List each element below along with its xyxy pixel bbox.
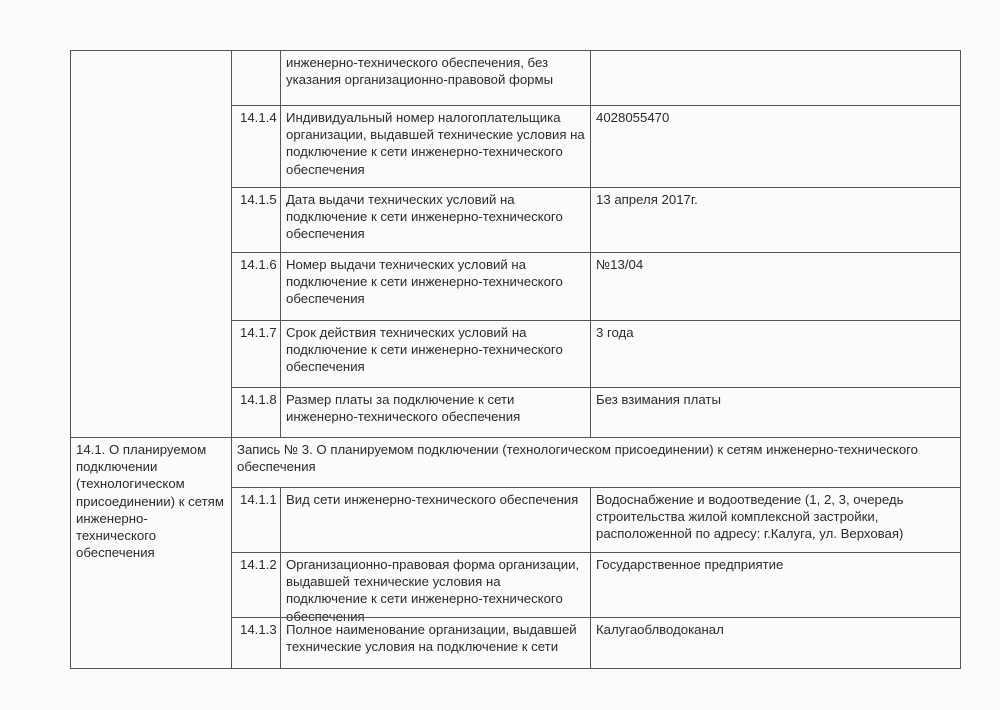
row-number: 14.1.5	[240, 192, 277, 207]
row-number: 14.1.6	[240, 257, 277, 272]
row-field-label: Номер выдачи технических условий на подключение к сети инженерно-технического обеспечения	[286, 257, 563, 307]
row-value: Государственное предприятие	[596, 557, 784, 572]
row-value: 4028055470	[596, 110, 670, 125]
row-value: Калугаоблводоканал	[596, 622, 724, 637]
row-field-label: Дата выдачи технических условий на подключение к сети инженерно-технического обеспечения	[286, 192, 563, 242]
row-value: Без взимания платы	[596, 392, 721, 407]
row-number: 14.1.8	[240, 392, 277, 407]
row-number	[232, 51, 280, 105]
row-field-label: инженерно-технического обеспечения, без указания организационно-правовой формы	[286, 55, 554, 88]
row-value: 3 года	[596, 325, 634, 340]
row-number: 14.1.7	[240, 325, 277, 340]
row-value: 13 апреля 2017г.	[596, 192, 698, 207]
row-value: Водоснабжение и водоотведение (1, 2, 3, очередь строительства жилой комплексной застройки, расположенной по адресу: г.Калуга, ул. Верховая)	[596, 492, 904, 542]
row-number: 14.1.3	[240, 622, 277, 637]
table-border-left	[70, 50, 71, 669]
row-number: 14.1.1	[240, 492, 277, 507]
section-label: 14.1. О планируемом подключении (технологическом присоединении) к сетям инженерно-технического обеспечения	[76, 442, 224, 561]
row-number: 14.1.2	[240, 557, 277, 572]
table-border-right	[960, 50, 961, 669]
row-number: 14.1.4	[240, 110, 277, 125]
row-field-label: Индивидуальный номер налогоплательщика организации, выдавшей технические условия на подключение к сети инженерно-технического обеспечения	[286, 110, 585, 177]
row-field-label: Срок действия технических условий на подключение к сети инженерно-технического обеспечения	[286, 325, 563, 375]
row-value: №13/04	[596, 257, 644, 272]
row-value	[591, 51, 960, 105]
row-field-label: Организационно-правовая форма организации, выдавшей технические условия на подключение к сети инженерно-технического	[286, 557, 580, 607]
table-border-bottom	[70, 668, 961, 669]
row-field-label: Вид сети инженерно-технического обеспечения	[286, 492, 579, 507]
row-field-label: Размер платы за подключение к сети инженерно-технического обеспечения	[286, 392, 521, 425]
row-field-label: Полное наименование организации, выдавшей технические условия на подключение к сети	[286, 622, 577, 655]
record-header: Запись № 3. О планируемом подключении (технологическом присоединении) к сетям инженерно-технического обеспечения	[237, 442, 919, 475]
